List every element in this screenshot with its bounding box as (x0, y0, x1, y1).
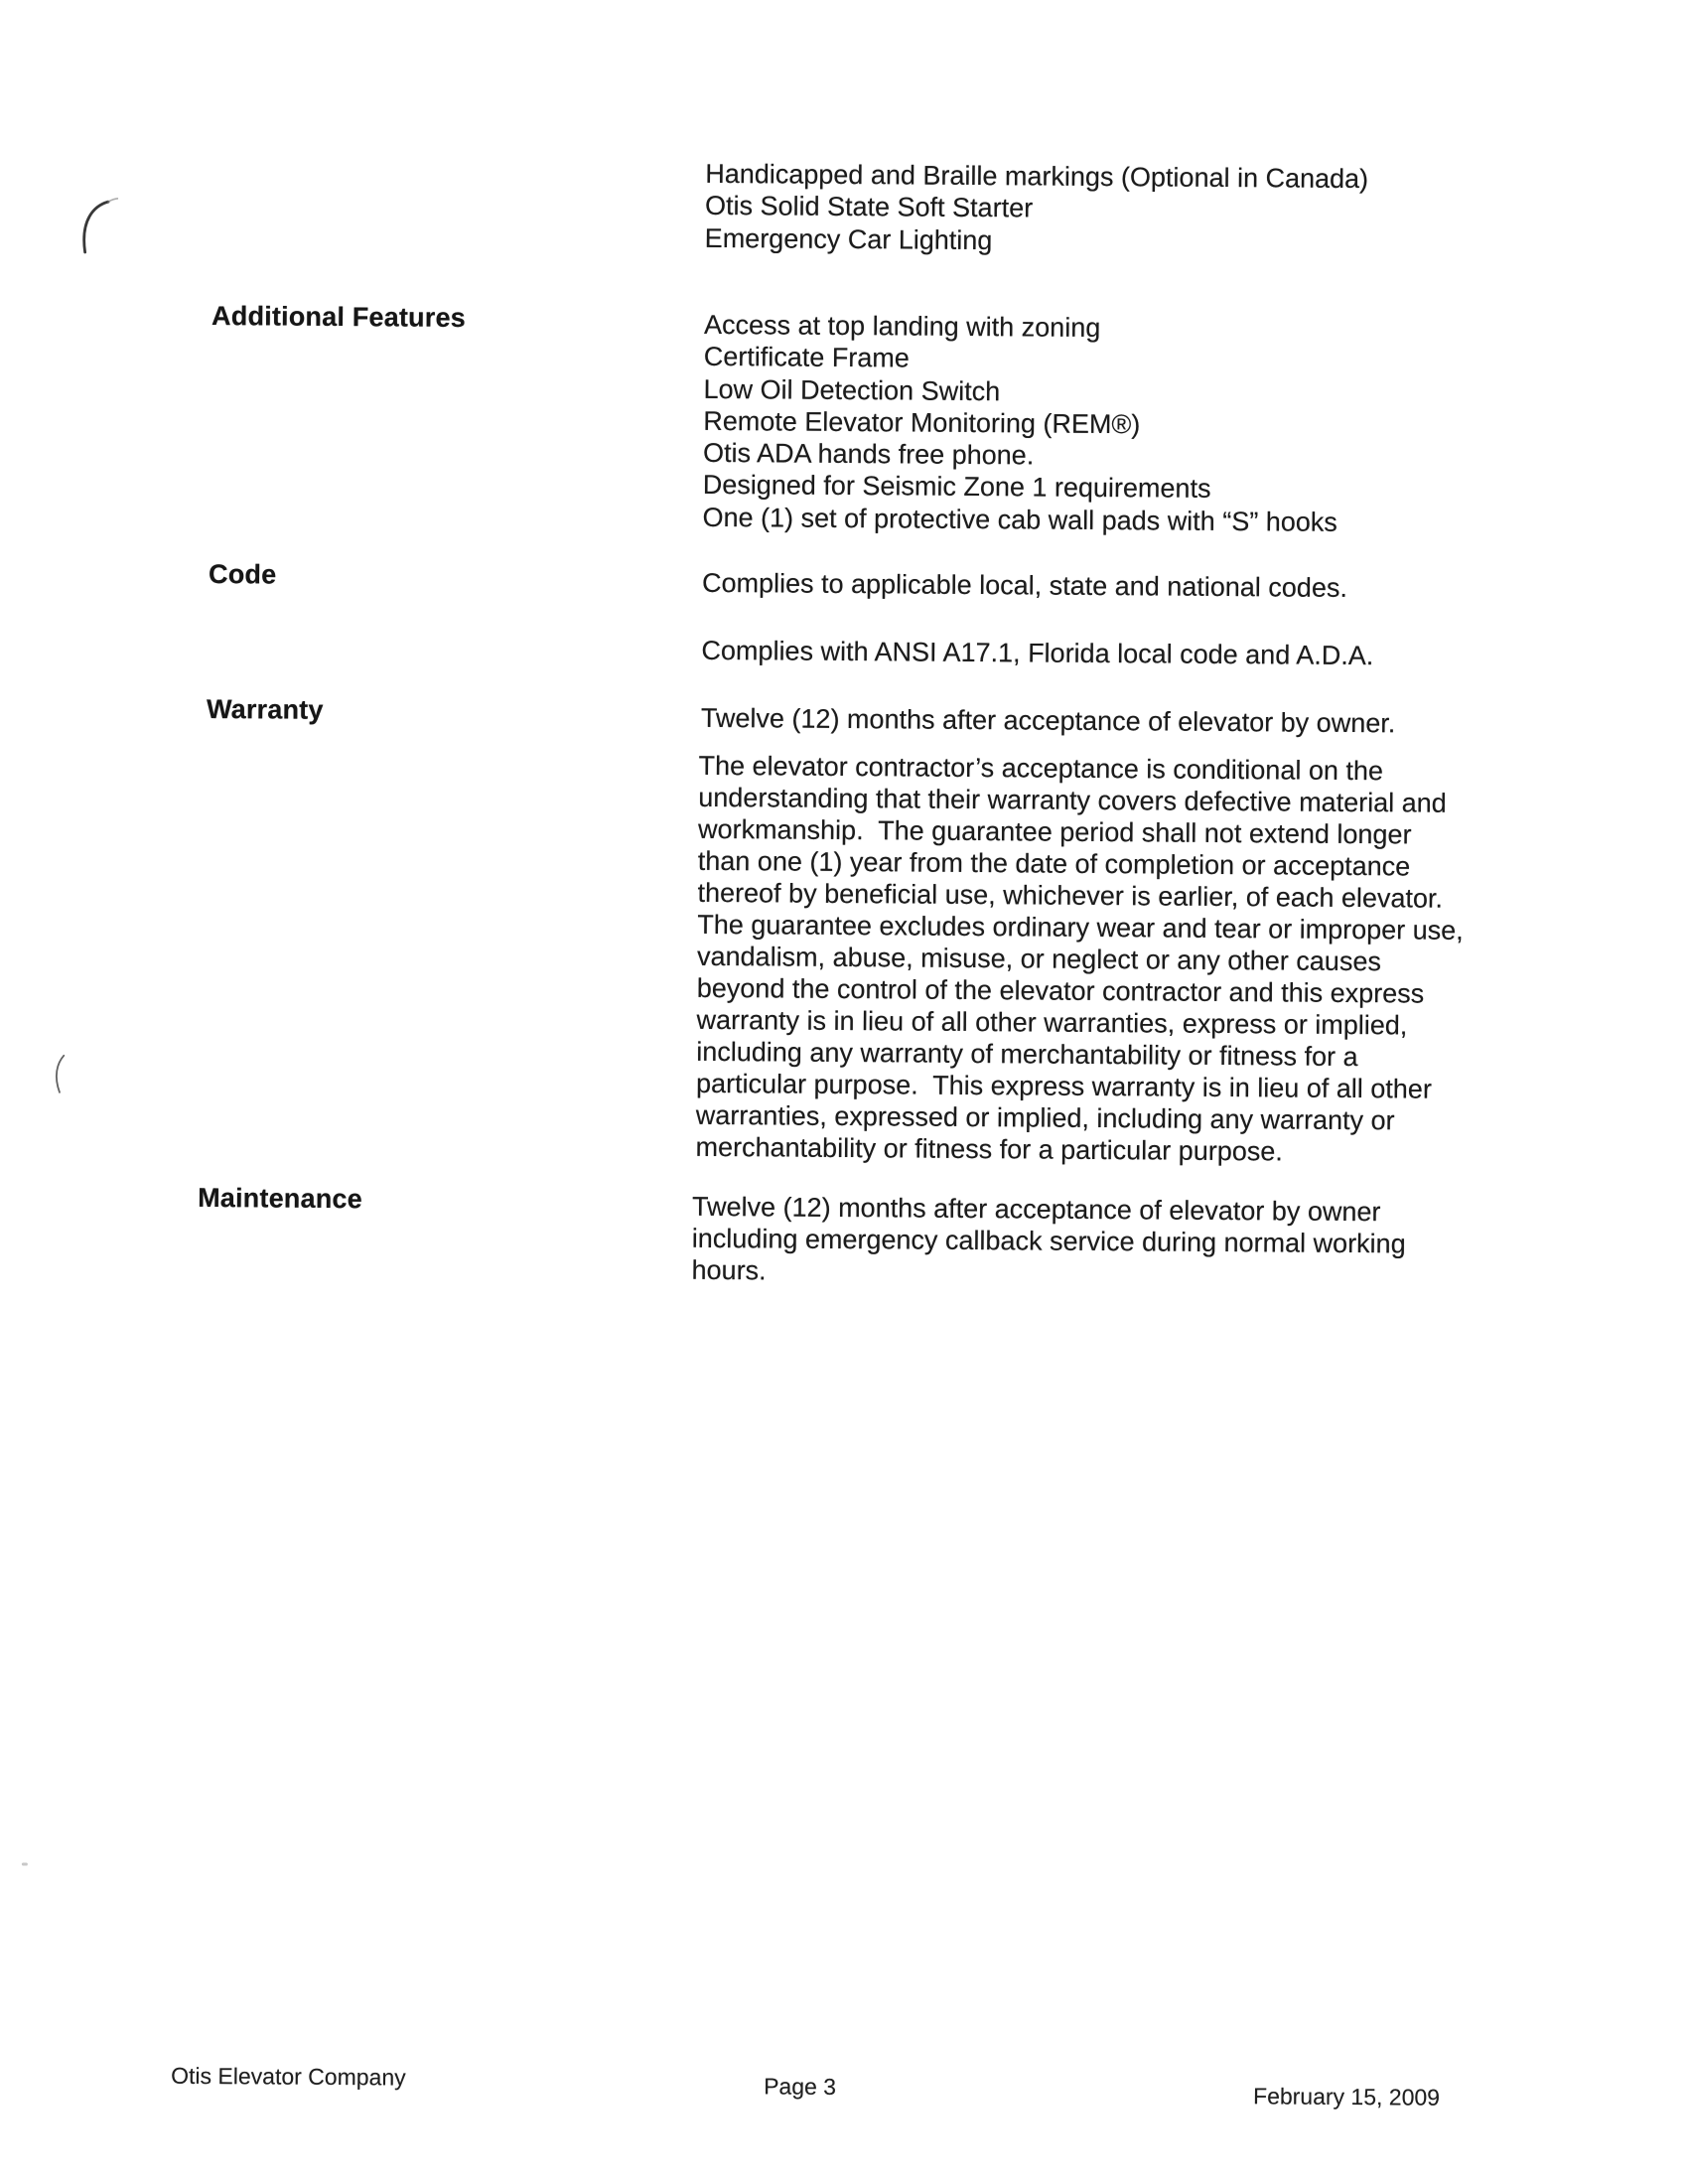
code-paragraph-2 (701, 635, 1373, 672)
feature-item: Otis ADA hands free phone. (702, 438, 1035, 471)
warranty-line: including any warranty of merchantability or fitness for a (696, 1036, 1358, 1073)
warranty-line: workmanship. The guarantee period shall not extend longer (697, 813, 1412, 850)
warranty-line: particular purpose. This express warranty is in lieu of all other (695, 1068, 1433, 1104)
maintenance-line: Twelve (12) months after acceptance of elevator by owner (691, 1191, 1381, 1228)
warranty-paragraph (695, 750, 1465, 1169)
warranty-intro (701, 702, 1396, 740)
footer-page-number: Page 3 (764, 2073, 837, 2100)
warranty-line: The elevator contractor’s acceptance is conditional on the (698, 750, 1384, 787)
warranty-line: thereof by beneficial use, whichever is earlier, of each elevator. (697, 877, 1444, 914)
warranty-line: than one (1) year from the date of completion or acceptance (697, 845, 1411, 882)
scan-artifact-large-paren (67, 193, 119, 258)
maintenance-paragraph (691, 1191, 1406, 1292)
footer-date: February 15, 2009 (1252, 2083, 1441, 2111)
intro-line: Otis Solid State Soft Starter (704, 191, 1034, 223)
code-text: Complies to applicable local, state and national codes. (701, 567, 1348, 603)
feature-item: One (1) set of protective cab wall pads with “S” hooks (702, 502, 1337, 537)
warranty-line: warranties, expressed or implied, including any warranty or (695, 1099, 1395, 1136)
warranty-line: merchantability or fitness for a particular purpose. (695, 1131, 1283, 1167)
warranty-line: vandalism, abuse, misuse, or neglect or any other causes (696, 941, 1382, 977)
section-label-maintenance: Maintenance (198, 1182, 363, 1215)
warranty-line: understanding that their warranty covers defective material and (698, 782, 1447, 818)
code-text: Complies with ANSI A17.1, Florida local code and A.D.A. (701, 635, 1374, 671)
section-label-additional-features: Additional Features (211, 300, 467, 333)
warranty-line: The guarantee excludes ordinary wear and tear or improper use, (697, 909, 1464, 946)
additional-features-list (702, 309, 1338, 538)
warranty-line: warranty is in lieu of all other warranties, express or implied, (696, 1004, 1408, 1041)
section-label-code: Code (208, 558, 277, 590)
code-paragraph-1 (702, 567, 1347, 604)
feature-item: Remote Elevator Monitoring (REM®) (703, 405, 1141, 440)
section-label-warranty: Warranty (206, 693, 324, 725)
feature-item: Certificate Frame (703, 342, 910, 373)
intro-feature-list (705, 158, 1369, 259)
feature-item: Low Oil Detection Switch (703, 373, 1001, 406)
scan-artifact-speck (22, 1863, 28, 1866)
feature-item: Access at top landing with zoning (703, 309, 1101, 344)
intro-line: Emergency Car Lighting (704, 222, 993, 255)
scan-artifact-small-paren (50, 1053, 70, 1096)
warranty-text: Twelve (12) months after acceptance of elevator by owner. (700, 702, 1396, 739)
maintenance-line: including emergency callback service during normal working (691, 1223, 1406, 1259)
maintenance-line: hours. (691, 1254, 767, 1286)
feature-item: Designed for Seismic Zone 1 requirements (702, 470, 1211, 505)
warranty-line: beyond the control of the elevator contractor and this express (696, 972, 1425, 1009)
footer-company: Otis Elevator Company (171, 2062, 406, 2091)
intro-line: Handicapped and Braille markings (Optional in Canada) (705, 158, 1369, 195)
